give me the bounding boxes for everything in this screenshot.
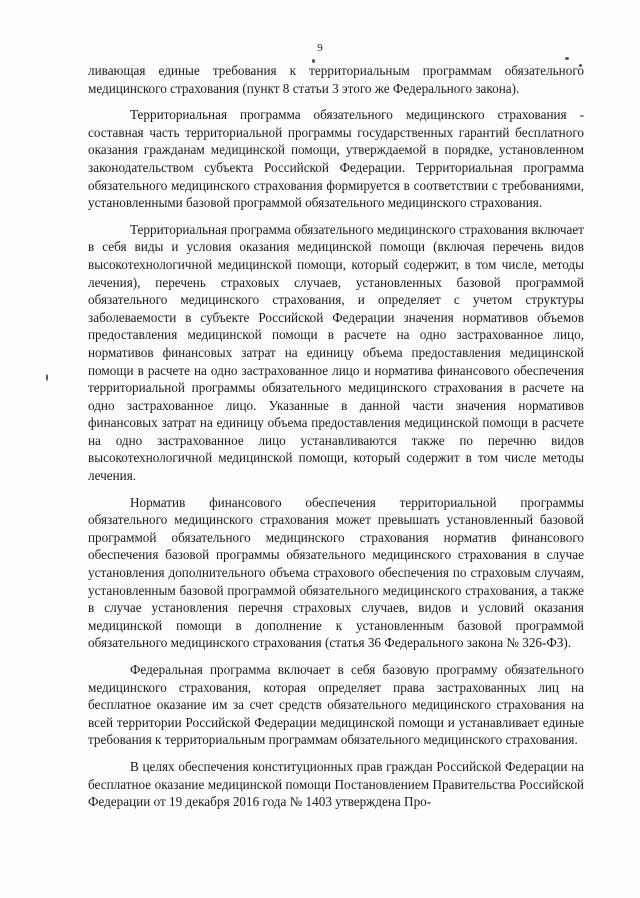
paragraph: Федеральная программа включает в себя базовую программу обязательного медицинского страхования, которая определяет права застрахованных лиц на бесплатное оказание им за счет средств обязательного медицинского страхования на всей территории Российской Федерации медицинской помощи и устанавливает единые требования к территориальным программам обязательного медицинского страхования.: [88, 662, 584, 748]
scan-speck: [565, 57, 569, 60]
paragraph: ливающая единые требования к территориальным программам обязательного медицинского страхования (пункт 8 статьи 3 этого же Федерального закона).: [88, 63, 584, 96]
page-number: 9: [317, 42, 323, 54]
paragraph: В целях обеспечения конституционных прав граждан Российской Федерации на бесплатное оказание медицинской помощи Постановлением Правительства Российской Федерации от 19 декабря 2016 года № 1403 утверждена Про-: [88, 758, 584, 810]
document-body: [88, 62, 584, 820]
paragraph: Норматив финансового обеспечения территориальной программы обязательного медицинского страхования может превышать установленный базовой программой обязательного медицинского страхования норматив финансового обеспечения базовой программы обязательного медицинского страхования в случае установления дополнительного объема страхового обеспечения по страховым случаям, установленным базовой программой обязательного медицинского страхования, а также в случае установления перечня страховых случаев, видов и условий оказания медицинской помощи в дополнение к установленным базовой программой обязательного медицинского страхования (статья 36 Федерального закона № 326-ФЗ).: [88, 494, 584, 651]
paragraph: Территориальная программа обязательного медицинского страхования - составная часть территориальной программы государственных гарантий бесплатного оказания гражданам медицинской помощи, утверждаемой в порядке, установленном законодательством субъекта Российской Федерации. Территориальная программа обязательного медицинского страхования формируется в соответствии с требованиями, установленными базовой программой обязательного медицинского страхования.: [88, 107, 584, 211]
scan-speck: [46, 374, 48, 381]
paragraph: Территориальная программа обязательного медицинского страхования включает в себя виды и условия оказания медицинской помощи (включая перечень видов высокотехнологичной медицинской помощи, который содержит, в том числе, методы лечения), перечень страховых случаев, установленных базовой программой обязательного медицинского страхования, и определяет с учетом структуры заболеваемости в субъекте Российской Федерации значения нормативов объемов предоставления медицинской помощи в расчете на одно застрахованное лицо, нормативов финансовых затрат на единицу объема предоставления медицинской помощи в расчете на одно застрахованное лицо и норматива финансового обеспечения территориальной программы обязательного медицинского страхования в расчете на одно застрахованное лицо. Указанные в данной части значения нормативов финансовых затрат на единицу объема предоставления медицинской помощи в расчете на одно застрахованное лицо устанавливаются также по перечню видов высокотехнологичной медицинской помощи, который содержит в том числе методы лечения.: [88, 221, 584, 484]
